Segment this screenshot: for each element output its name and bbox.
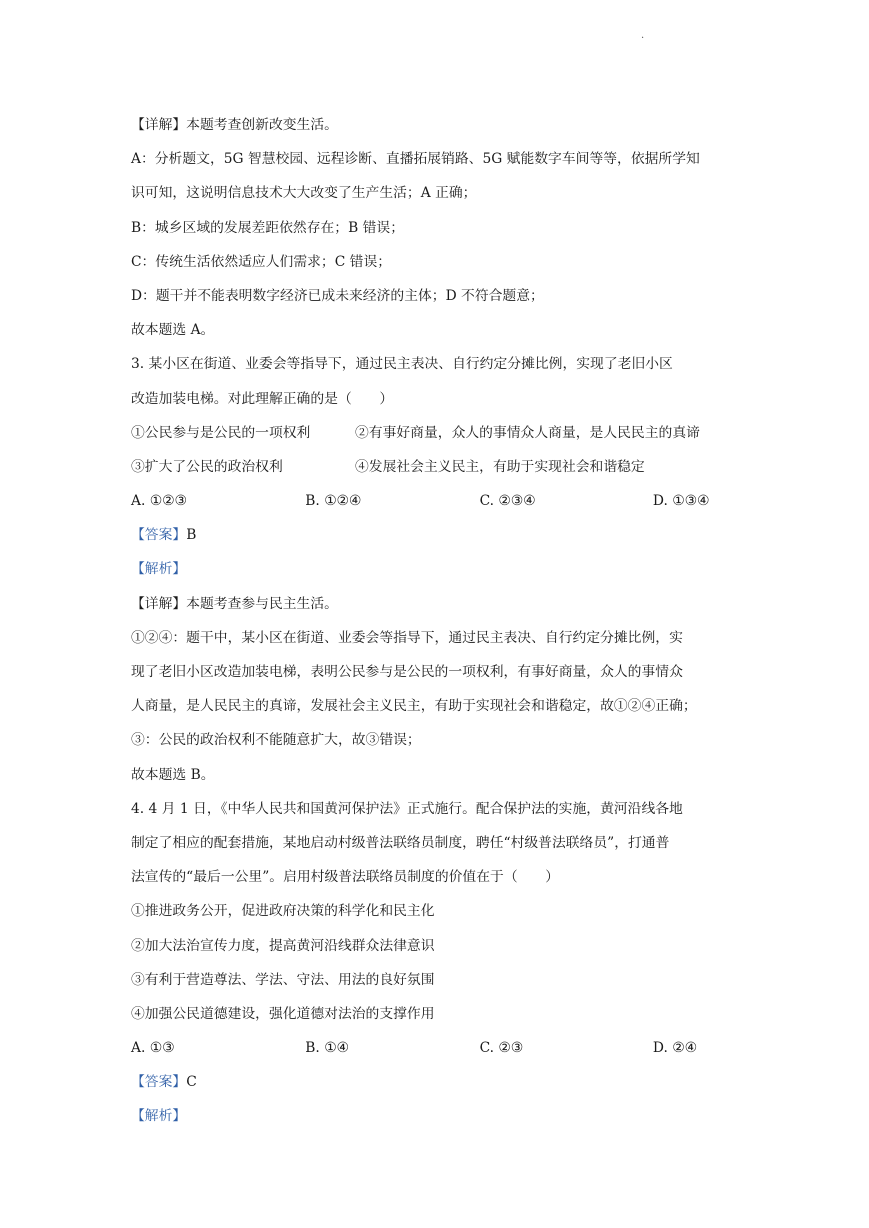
q3-line-1: ①②④：题干中，某小区在街道、业委会等指导下，通过民主表决、自行约定分摊比例，实 [131,629,683,646]
q3-statement-4: ④发展社会主义民主，有助于实现社会和谐稳定 [355,458,645,475]
q3-answer-tag: 【答案】 [131,527,187,544]
q3-statement-2: ②有事好商量，众人的事情众人商量，是人民民主的真谛 [355,424,700,441]
q3-answer [131,518,741,552]
q3-option-d: D. ①③④ [652,493,710,510]
q3-statement-1: ①公民参与是公民的一项权利 [131,424,311,441]
q4-stem-3: 法宣传的“最后一公里”。启用村级普法联络员制度的价值在于（ ） [131,869,560,886]
q4-statement-3: ③有利于营造尊法、学法、守法、用法的良好氛围 [131,971,435,988]
q3-stem-2: 改造加装电梯。对此理解正确的是（ ） [131,390,394,407]
q2-detail: 【详解】本题考查创新改变生活。 [131,117,338,133]
q4-statement-1: ①推进政务公开，促进政府决策的科学化和民主化 [131,903,435,920]
q4-option-b: B. ①④ [305,1040,349,1057]
q3-option-c: C. ②③④ [479,493,536,510]
q3-statement-3: ③扩大了公民的政治权利 [131,458,283,475]
q4-stem-2: 制定了相应的配套措施，某地启动村级普法联络员制度，聘任“村级普法联络员”，打通普 [131,834,670,851]
q2-line-a2: 识可知，这说明信息技术大大改变了生产生活；A 正确； [131,185,477,202]
q3-detail: 【详解】本题考查参与民主生活。 [131,595,338,612]
q3-option-a: A. ①②③ [131,493,187,510]
q4-answer [131,1065,741,1099]
header-dot: . [641,30,645,41]
q3-line-4: ③：公民的政治权利不能随意扩大，故③错误； [131,732,421,749]
q4-statement-2: ②加大法治宣传力度，提高黄河沿线群众法律意识 [131,937,435,954]
q4-option-c: C. ②③ [479,1040,524,1057]
q2-line-d: D：题干并不能表明数字经济已成未来经济的主体；D 不符合题意； [131,287,544,304]
q4-answer-value: C [186,1074,197,1091]
q4-options [131,1031,741,1065]
q3-line-2: 现了老旧小区改造加装电梯，表明公民参与是公民的一项权利，有事好商量，众人的事情众 [131,664,683,680]
q3-statements-row-2 [131,450,741,484]
q3-statements-row-1 [131,416,741,450]
q3-option-b: B. ①②④ [305,493,362,510]
q3-options [131,484,741,518]
q4-option-a: A. ①③ [131,1040,175,1057]
q4-stem-1: 4. 4 月 1 日，《中华人民共和国黄河保护法》正式施行。配合保护法的实施，黄河沿线各地 [131,800,683,817]
page-content [131,108,741,1134]
q4-statement-4: ④加强公民道德建设，强化道德对法治的支撑作用 [131,1005,435,1022]
q3-answer-value: B [186,527,197,544]
q3-analysis-tag: 【解析】 [131,561,187,578]
q3-stem-1: 3. 某小区在街道、业委会等指导下，通过民主表决、自行约定分摊比例，实现了老旧小区 [131,356,673,373]
q3-conclusion: 故本题选 B。 [131,766,215,783]
q2-line-a1: A：分析题文，5G 智慧校园、远程诊断、直播拓展销路、5G 赋能数字车间等等，依据所学知 [131,151,700,168]
q3-line-3: 人商量，是人民民主的真谛，发展社会主义民主，有助于实现社会和谐稳定，故①②④正确； [131,698,697,715]
q2-line-c: C：传统生活依然适应人们需求；C 错误； [131,253,392,270]
q2-conclusion: 故本题选 A。 [131,322,215,339]
q4-analysis-tag: 【解析】 [131,1108,187,1125]
q4-option-d: D. ②④ [652,1040,697,1057]
q2-line-b: B：城乡区域的发展差距依然存在；B 错误； [131,219,405,236]
q4-answer-tag: 【答案】 [131,1074,187,1091]
